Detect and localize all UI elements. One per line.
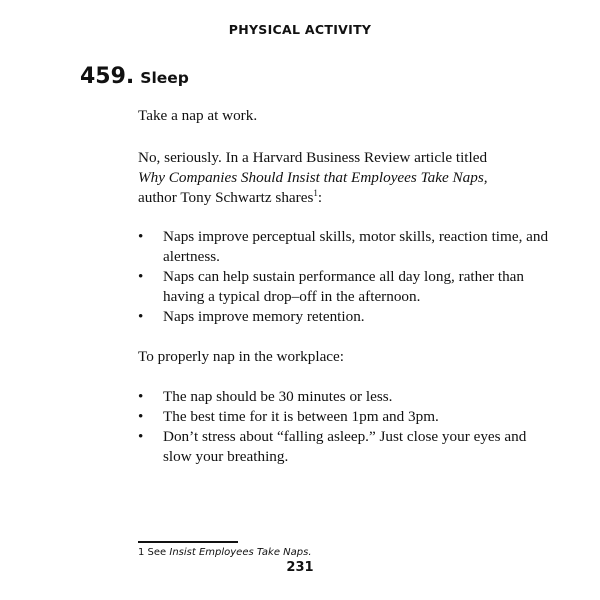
entry-title: Sleep (140, 69, 189, 87)
list-item-text: Naps improve perceptual skills, motor skills, reaction time, and alertness. (163, 228, 549, 265)
article-title: Why Companies Should Insist that Employees Take Naps, (138, 169, 488, 186)
list-item (138, 387, 558, 407)
list-item-text: Don’t stress about “falling asleep.” Just close your eyes and slow your breathing. (163, 428, 527, 465)
list-item-text: Naps can help sustain performance all day long, rather than having a typical drop–off in the afternoon. (163, 268, 524, 305)
intro-paragraph (138, 106, 558, 126)
bullet-icon: • (138, 268, 144, 285)
footnote (138, 547, 312, 558)
list-item-text: Naps improve memory retention. (163, 308, 365, 325)
entry-heading (80, 64, 189, 89)
workplace-intro-paragraph (138, 347, 558, 367)
list-item (138, 307, 558, 327)
source-lead-text: No, seriously. In a Harvard Business Review article titled (138, 149, 488, 166)
footnote-reference: 1 (313, 187, 318, 198)
bullet-icon: • (138, 428, 144, 445)
bullet-icon: • (138, 388, 144, 405)
source-paragraph (138, 148, 558, 208)
benefits-list (138, 227, 558, 327)
author-text-end: : (317, 189, 323, 206)
entry-number: 459. (80, 64, 135, 89)
list-item (138, 267, 558, 307)
footnote-marker: 1 See (138, 547, 170, 558)
workplace-intro-text: To properly nap in the workplace: (138, 348, 345, 365)
bullet-icon: • (138, 228, 144, 245)
tips-list (138, 387, 558, 467)
footnote-reference-title: Insist Employees Take Naps. (169, 547, 312, 558)
author-text: author Tony Schwartz shares (138, 189, 314, 206)
list-item (138, 227, 558, 267)
list-item (138, 407, 558, 427)
list-item-text: The nap should be 30 minutes or less. (163, 388, 393, 405)
list-item (138, 427, 558, 467)
section-header: PHYSICAL ACTIVITY (228, 22, 372, 37)
page-number: 231 (286, 560, 314, 575)
bullet-icon: • (138, 408, 144, 425)
list-item-text: The best time for it is between 1pm and 3pm. (163, 408, 439, 425)
intro-text: Take a nap at work. (138, 107, 258, 124)
footnote-divider (138, 541, 238, 543)
bullet-icon: • (138, 308, 144, 325)
